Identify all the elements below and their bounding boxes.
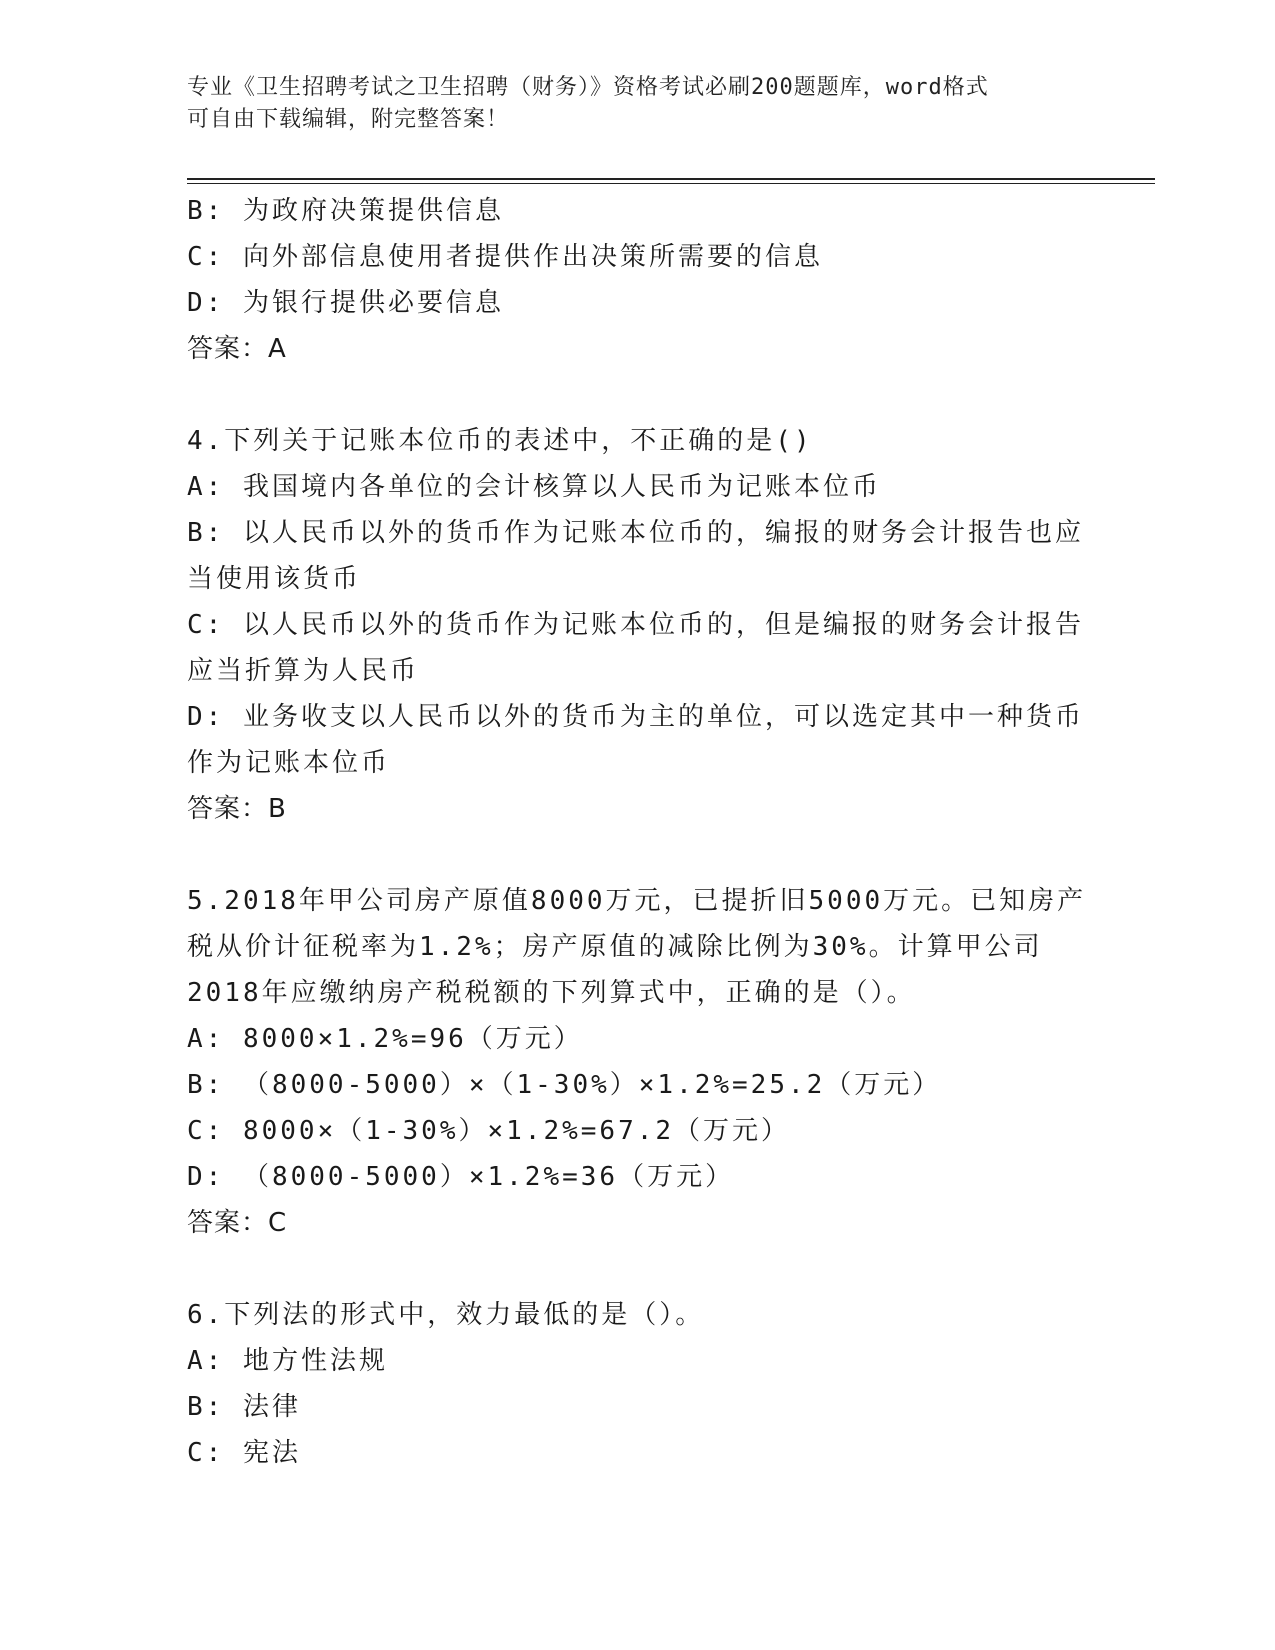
q4-option-d-cont: 作为记账本位币 [187, 748, 391, 778]
q5-option-a: A: 8000×1.2%=96（万元） [187, 1024, 583, 1054]
spacer [187, 372, 1087, 418]
q6-option-a: A: 地方性法规 [187, 1346, 388, 1376]
header-divider-thin [187, 183, 1155, 184]
q6-option-b: B: 法律 [187, 1392, 301, 1422]
spacer [187, 832, 1087, 878]
header-line-1: 专业《卫生招聘考试之卫生招聘（财务）》资格考试必刷200题题库，word格式 [187, 75, 989, 100]
q3-option-b: B: 为政府决策提供信息 [187, 196, 504, 226]
q5-option-b: B: （8000-5000）×（1-30%）×1.2%=25.2（万元） [187, 1070, 942, 1100]
q4-option-b-cont: 当使用该货币 [187, 564, 362, 594]
q4-option-d: D: 业务收支以人民币以外的货币为主的单位，可以选定其中一种货币 [187, 702, 1084, 732]
q5-option-d: D: （8000-5000）×1.2%=36（万元） [187, 1162, 735, 1192]
q6-question: 6.下列法的形式中，效力最低的是（）。 [187, 1300, 705, 1330]
q3-option-d: D: 为银行提供必要信息 [187, 288, 504, 318]
q4-question: 4.下列关于记账本位币的表述中，不正确的是() [187, 426, 813, 456]
header-line-2: 可自由下载编辑，附完整答案！ [187, 107, 510, 132]
document-body [187, 188, 1087, 1476]
q4-option-b: B: 以人民币以外的货币作为记账本位币的，编报的财务会计报告也应 [187, 518, 1084, 548]
q5-option-c: C: 8000×（1-30%）×1.2%=67.2（万元） [187, 1116, 791, 1146]
q4-option-c-cont: 应当折算为人民币 [187, 656, 420, 686]
q4-answer: 答案：B [187, 794, 287, 824]
q5-question-cont-2: 2018年应缴纳房产税税额的下列算式中，正确的是（）。 [187, 978, 916, 1008]
q4-option-c: C: 以人民币以外的货币作为记账本位币的，但是编报的财务会计报告 [187, 610, 1084, 640]
q5-answer: 答案：C [187, 1208, 288, 1238]
document-header [187, 72, 1067, 136]
q5-question: 5.2018年甲公司房产原值8000万元，已提折旧5000万元。已知房产 [187, 886, 1087, 916]
q4-option-a: A: 我国境内各单位的会计核算以人民币为记账本位币 [187, 472, 881, 502]
q5-question-cont-1: 税从价计征税率为1.2%；房产原值的减除比例为30%。计算甲公司 [187, 932, 1043, 962]
q3-answer: 答案：A [187, 334, 287, 364]
q3-option-c: C: 向外部信息使用者提供作出决策所需要的信息 [187, 242, 823, 272]
q6-option-c: C: 宪法 [187, 1438, 301, 1468]
header-divider-thick [187, 178, 1155, 180]
spacer [187, 1246, 1087, 1292]
